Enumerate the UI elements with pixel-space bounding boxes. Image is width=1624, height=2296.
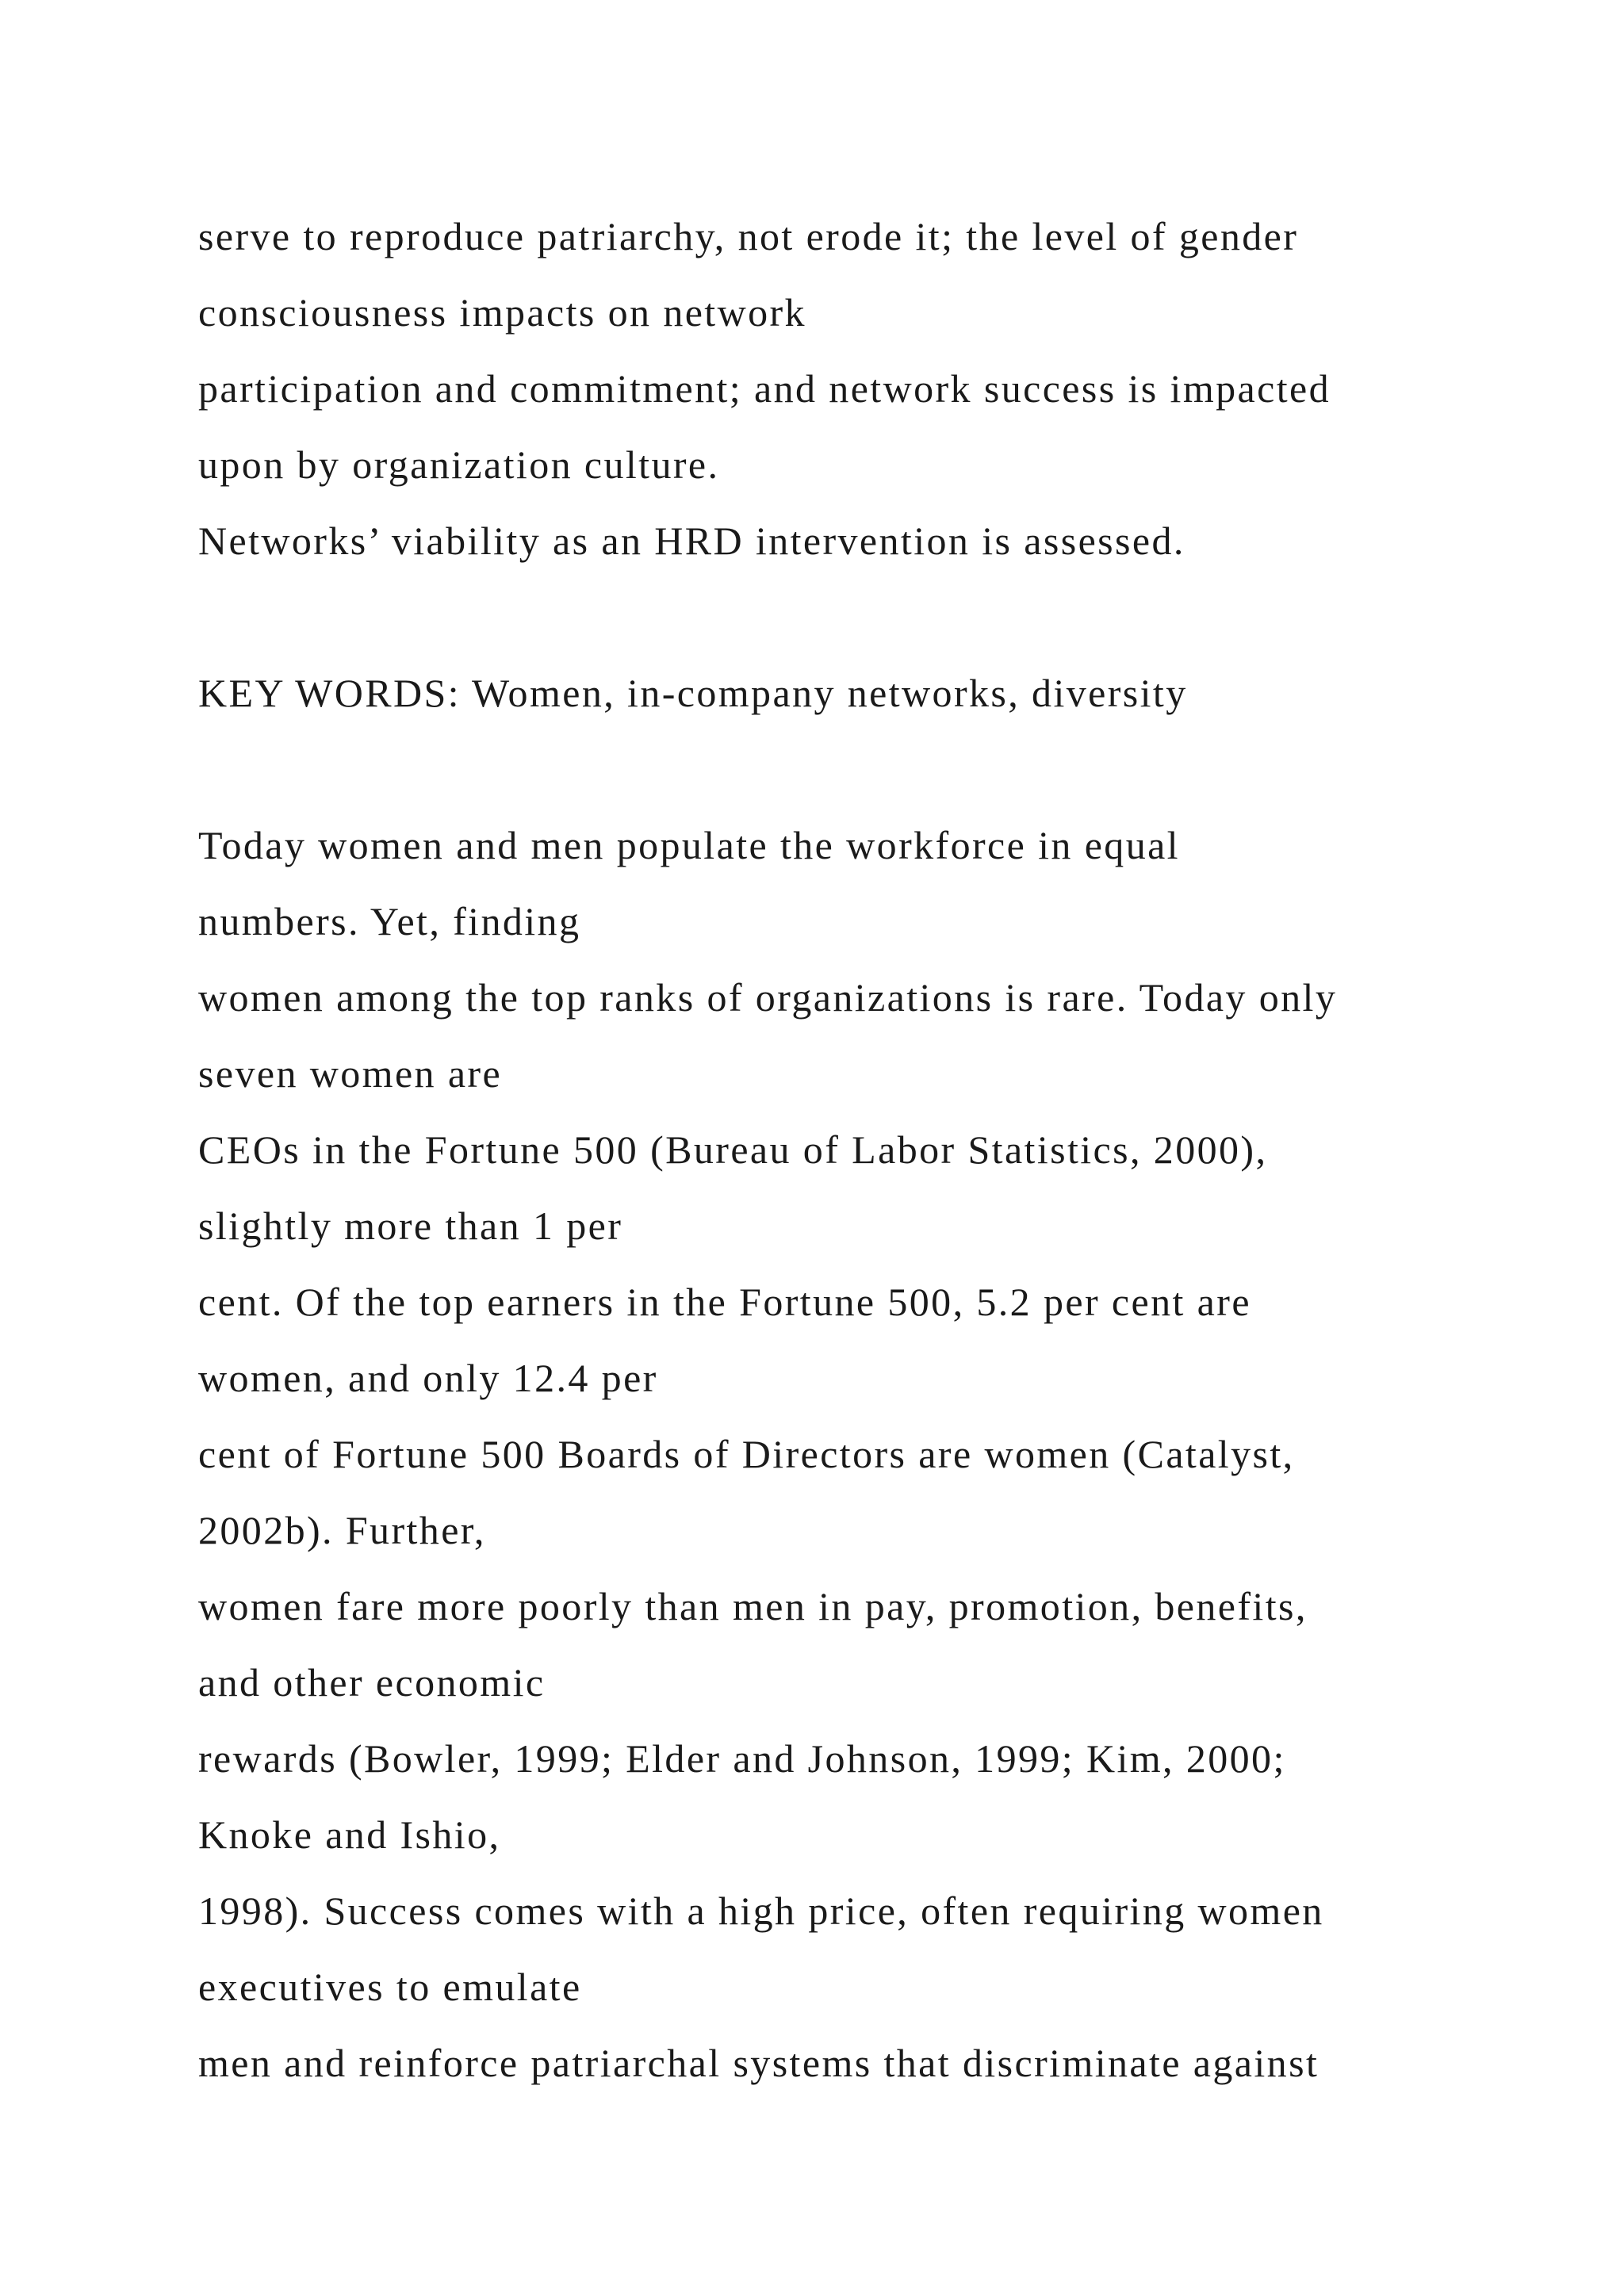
text-line: and other economic: [198, 1660, 546, 1705]
blank-line: [198, 579, 1546, 655]
text-line: 1998). Success comes with a high price, often requiring women: [198, 1888, 1324, 1933]
text-line: Today women and men populate the workforce in equal: [198, 823, 1180, 867]
text-line: cent of Fortune 500 Boards of Directors are women (Catalyst,: [198, 1432, 1295, 1476]
text-line: Networks’ viability as an HRD intervention is assessed.: [198, 519, 1185, 563]
text-line: women, and only 12.4 per: [198, 1356, 658, 1400]
keywords-line: KEY WORDS: Women, in-company networks, diversity: [198, 671, 1188, 715]
text-line: Knoke and Ishio,: [198, 1812, 501, 1857]
abstract-paragraph: [198, 198, 1546, 579]
text-line: men and reinforce patriarchal systems that discriminate against: [198, 2041, 1320, 2085]
text-line: numbers. Yet, finding: [198, 899, 581, 943]
text-line: CEOs in the Fortune 500 (Bureau of Labor Statistics, 2000),: [198, 1127, 1268, 1172]
text-line: participation and commitment; and network success is impacted: [198, 366, 1331, 411]
text-line: women fare more poorly than men in pay, promotion, benefits,: [198, 1584, 1308, 1628]
text-line: 2002b). Further,: [198, 1508, 486, 1552]
text-line: upon by organization culture.: [198, 442, 720, 487]
body-paragraph: [198, 807, 1546, 2101]
text-line: executives to emulate: [198, 1965, 582, 2009]
text-line: consciousness impacts on network: [198, 290, 806, 335]
blank-line: [198, 731, 1546, 807]
text-line: seven women are: [198, 1051, 503, 1096]
text-line: rewards (Bowler, 1999; Elder and Johnson, 1999; Kim, 2000;: [198, 1736, 1286, 1781]
text-line: cent. Of the top earners in the Fortune 500, 5.2 per cent are: [198, 1280, 1251, 1324]
text-line: serve to reproduce patriarchy, not erode it; the level of gender: [198, 214, 1299, 258]
text-line: women among the top ranks of organizations is rare. Today only: [198, 975, 1338, 1020]
document-text: [198, 198, 1546, 2101]
text-line: slightly more than 1 per: [198, 1203, 623, 1248]
